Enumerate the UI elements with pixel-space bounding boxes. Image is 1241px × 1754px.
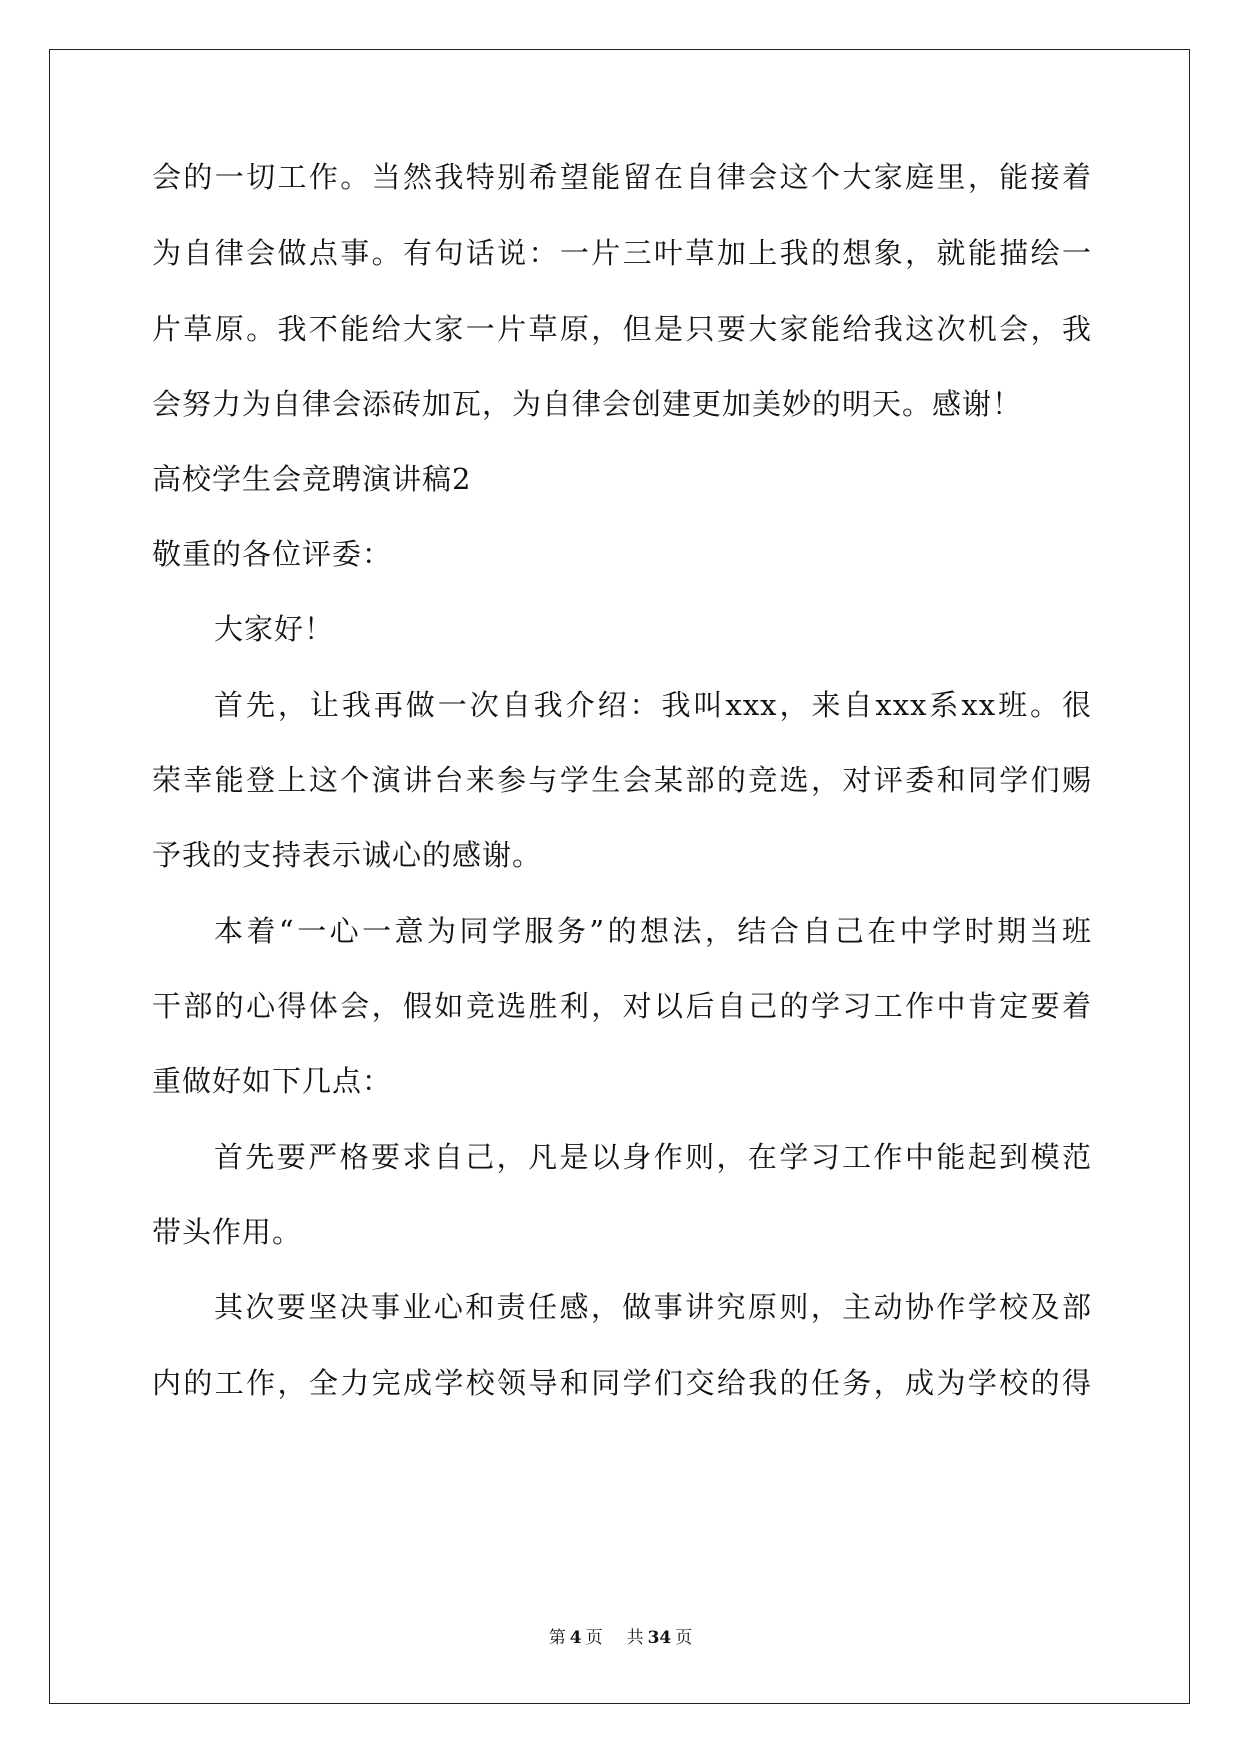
page-prefix: 第 (548, 1628, 566, 1648)
greeting: 大家好！ (214, 612, 335, 646)
paragraph-line: 片草原。我不能给大家一片草原，但是只要大家能给我这次机会，我 (152, 312, 1092, 346)
paragraph-line: 本着“一心一意为同学服务”的想法，结合自己在中学时期当班 (214, 914, 1092, 948)
total-prefix: 共 (626, 1628, 644, 1648)
paragraph-line: 首先要严格要求自己，凡是以身作则，在学习工作中能起到模范 (214, 1140, 1092, 1174)
paragraph-line: 荣幸能登上这个演讲台来参与学生会某部的竞选，对评委和同学们赐 (152, 763, 1092, 797)
paragraph-line: 内的工作，全力完成学校领导和同学们交给我的任务，成为学校的得 (152, 1366, 1092, 1400)
paragraph-line: 干部的心得体会，假如竞选胜利，对以后自己的学习工作中肯定要着 (152, 989, 1092, 1023)
paragraph-line: 首先，让我再做一次自我介绍：我叫xxx，来自xxx系xx班。很 (214, 688, 1092, 722)
page-suffix: 页 (585, 1628, 603, 1648)
paragraph-line: 为自律会做点事。有句话说：一片三叶草加上我的想象，就能描绘一 (152, 236, 1092, 270)
paragraph-line: 会努力为自律会添砖加瓦，为自律会创建更加美妙的明天。感谢！ (152, 387, 1023, 421)
paragraph-line: 其次要坚决事业心和责任感，做事讲究原则，主动协作学校及部 (214, 1290, 1092, 1324)
section-title: 高校学生会竞聘演讲稿2 (152, 462, 472, 496)
page-border (49, 49, 1190, 1704)
page-footer (0, 1627, 1241, 1649)
paragraph-line: 重做好如下几点： (152, 1064, 393, 1098)
page-current: 4 (569, 1628, 582, 1648)
salutation: 敬重的各位评委： (152, 537, 393, 571)
paragraph-line: 会的一切工作。当然我特别希望能留在自律会这个大家庭里，能接着 (152, 160, 1092, 194)
paragraph-line: 带头作用。 (152, 1215, 303, 1249)
page-total: 34 (647, 1628, 672, 1648)
paragraph-line: 予我的支持表示诚心的感谢。 (152, 838, 543, 872)
total-suffix: 页 (675, 1628, 693, 1648)
